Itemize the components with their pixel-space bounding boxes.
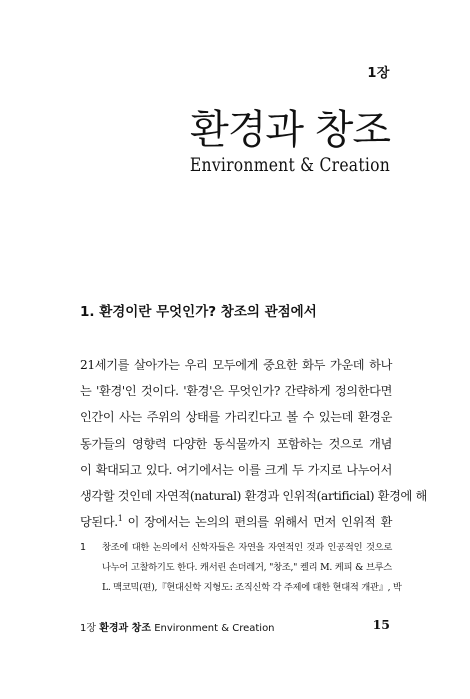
- chapter-title-english: Environment & Creation: [189, 154, 390, 176]
- running-footer-english: Environment & Creation: [154, 623, 275, 634]
- body-line-last: [80, 509, 392, 535]
- footnote-body: [102, 538, 402, 598]
- body-paragraph: [80, 352, 427, 535]
- footnote-number: 1: [80, 542, 87, 553]
- footnote-line: 창조에 대한 논의에서 신학자들은 자연을 자연적인 것과 인공적인 것으로: [102, 542, 392, 553]
- body-line: 동가들의 영향력 다양한 동식물까지 포함하는 것으로 개념: [80, 436, 392, 451]
- footnote: [80, 538, 402, 598]
- running-footer: [80, 619, 275, 634]
- body-line: 인간이 사는 주위의 상태를 가리킨다고 볼 수 있는데 환경운: [80, 410, 392, 425]
- body-text-segment: 이 장에서는 논의의 편의를 위해서 먼저 인위적 환: [122, 515, 392, 530]
- body-line: 는 '환경'인 것이다. '환경'은 무엇인가? 간략하게 정의한다면: [80, 384, 392, 399]
- running-footer-title: 환경과 창조: [99, 623, 152, 634]
- section-heading: 1. 환경이란 무엇인가? 창조의 관점에서: [80, 304, 317, 320]
- footnote-reference[interactable]: 1: [117, 514, 123, 524]
- body-line: 21세기를 살아가는 우리 모두에게 중요한 화두 가운데 하나: [80, 358, 392, 372]
- running-footer-chapter: 1장: [80, 623, 97, 634]
- page-number: 15: [372, 617, 390, 632]
- chapter-tag: 1장: [367, 66, 390, 81]
- footnote-line: 나누어 고찰하기도 한다. 캐서린 손더레거, "창조," 켈리 M. 케피 & 브루스: [102, 562, 392, 573]
- body-line: 생각할 것인데 자연적(natural) 환경과 인위적(artificial) 환경에 해: [80, 488, 427, 503]
- body-line: 이 확대되고 있다. 여기에서는 이를 크게 두 가지로 나누어서: [80, 462, 392, 477]
- chapter-title-korean: 환경과 창조: [190, 107, 390, 153]
- footnote-line: L. 맥코믹(편),『현대신학 지형도: 조직신학 각 주제에 대한 현대적 개관』, 박: [102, 582, 402, 593]
- body-text-segment: 당된다.: [80, 515, 118, 530]
